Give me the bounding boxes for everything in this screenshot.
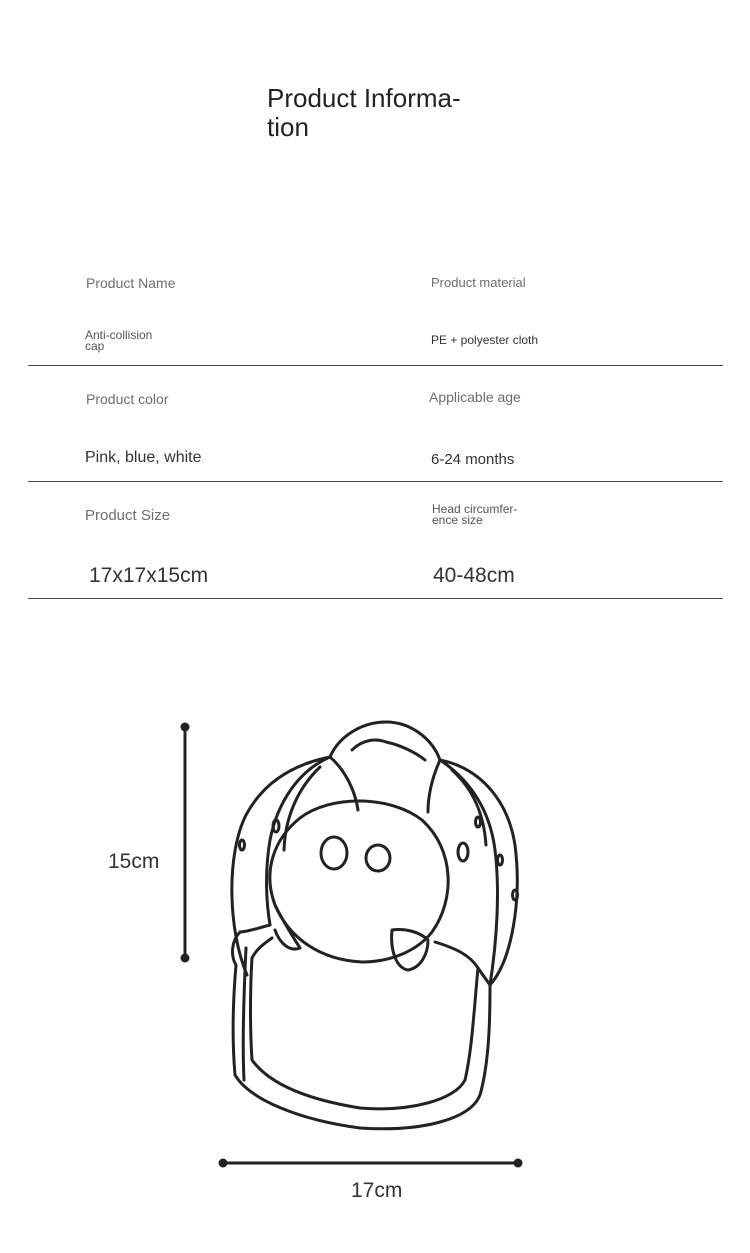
applicable-age-label: Applicable age — [429, 389, 521, 405]
product-material-label: Product material — [431, 275, 526, 290]
left-side-strap — [267, 757, 330, 925]
vent-hole-4 — [476, 817, 481, 827]
width-dimension-right-dot — [514, 1159, 523, 1168]
vent-hole-6 — [513, 890, 518, 900]
right-eye — [366, 845, 390, 871]
width-dimension-label: 17cm — [351, 1179, 403, 1202]
width-dimension-left-dot — [219, 1159, 228, 1168]
applicable-age-value: 6-24 months — [431, 451, 515, 468]
page-title: Product Informa- tion — [267, 83, 461, 142]
helmet-face — [270, 801, 448, 962]
product-color-label: Product color — [86, 391, 169, 407]
left-eye — [321, 837, 347, 869]
left-tusk — [275, 905, 300, 949]
product-material-value: PE + polyester cloth — [431, 333, 539, 347]
product-size-label: Product Size — [85, 507, 171, 524]
product-size-value: 17x17x15cm — [89, 564, 209, 587]
height-dimension-bottom-dot — [181, 954, 190, 963]
product-name-label: Product Name — [86, 275, 176, 291]
product-name-value: Anti-collision cap — [85, 328, 153, 353]
vent-hole-3 — [458, 843, 468, 861]
vent-hole-5 — [498, 855, 503, 865]
vent-hole-2 — [240, 840, 245, 850]
head-circumference-label: Head circumfer- ence size — [432, 502, 518, 527]
height-dimension-label: 15cm — [108, 850, 160, 873]
head-circumference-value: 40-48cm — [433, 564, 515, 587]
product-color-value: Pink, blue, white — [85, 449, 202, 466]
height-dimension-top-dot — [181, 723, 190, 732]
